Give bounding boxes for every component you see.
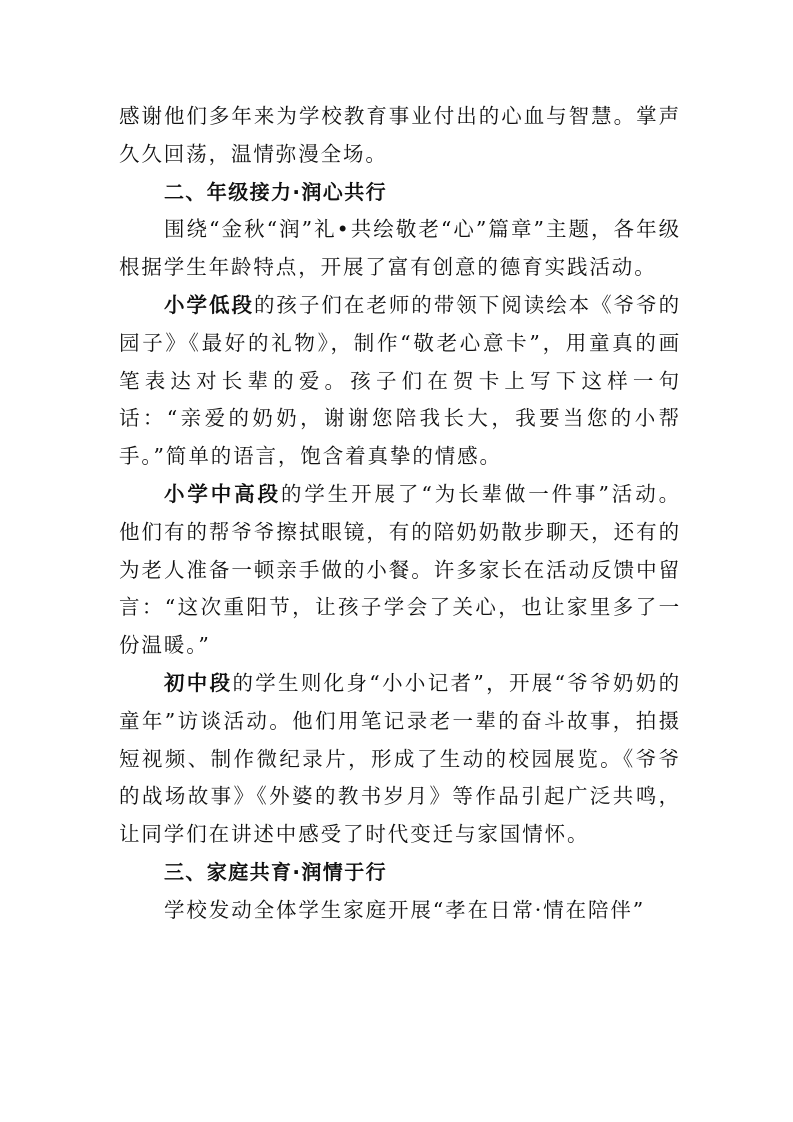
paragraph-upper-primary	[119, 476, 681, 665]
paragraph-theme: 围绕“金秋“润”礼•共绘敬老“心”篇章”主题，各年级根据学生年龄特点，开展了富有创意的德育实践活动。	[119, 217, 681, 280]
section-heading-3: 三、家庭共育·润情于行	[164, 859, 387, 884]
document-body	[119, 98, 681, 930]
paragraph-intro-continued: 感谢他们多年来为学校教育事业付出的心血与智慧。掌声久久回荡，温情弥漫全场。	[119, 104, 681, 166]
section-heading-2: 二、年级接力·润心共行	[164, 179, 387, 204]
upper-primary-label: 小学中高段	[164, 481, 281, 506]
paragraph-junior-high	[119, 665, 681, 854]
upper-primary-text: 的学生开展了“为长辈做一件事”活动。他们有的帮爷爷擦拭眼镜，有的陪奶奶散步聊天，还有的为老人准备一顿亲手做的小餐。许多家长在活动反馈中留言：“这次重阳节，让孩子学会了关心，也让家里多了一份温暖。”	[119, 481, 681, 658]
junior-high-text: 的学生则化身“小小记者”，开展“爷爷奶奶的童年”访谈活动。他们用笔记录老一辈的奋斗故事，拍摄短视频、制作微纪录片，形成了生动的校园展览。《爷爷的战场故事》《外婆的教书岁月》等作品引起广泛共鸣，让同学们在讲述中感受了时代变迁与家国情怀。	[119, 670, 681, 847]
lower-primary-text: 的孩子们在老师的带领下阅读绘本《爷爷的园子》《最好的礼物》，制作“敬老心意卡”，用童真的画笔表达对长辈的爱。孩子们在贺卡上写下这样一句话：“亲爱的奶奶，谢谢您陪我长大，我要当您的小帮手。”简单的语言，饱含着真挚的情感。	[119, 292, 681, 469]
paragraph-lower-primary	[119, 287, 681, 476]
paragraph-family: 学校发动全体学生家庭开展“孝在日常·情在陪伴”	[164, 897, 646, 922]
lower-primary-label: 小学低段	[164, 292, 254, 317]
junior-high-label: 初中段	[164, 670, 233, 695]
